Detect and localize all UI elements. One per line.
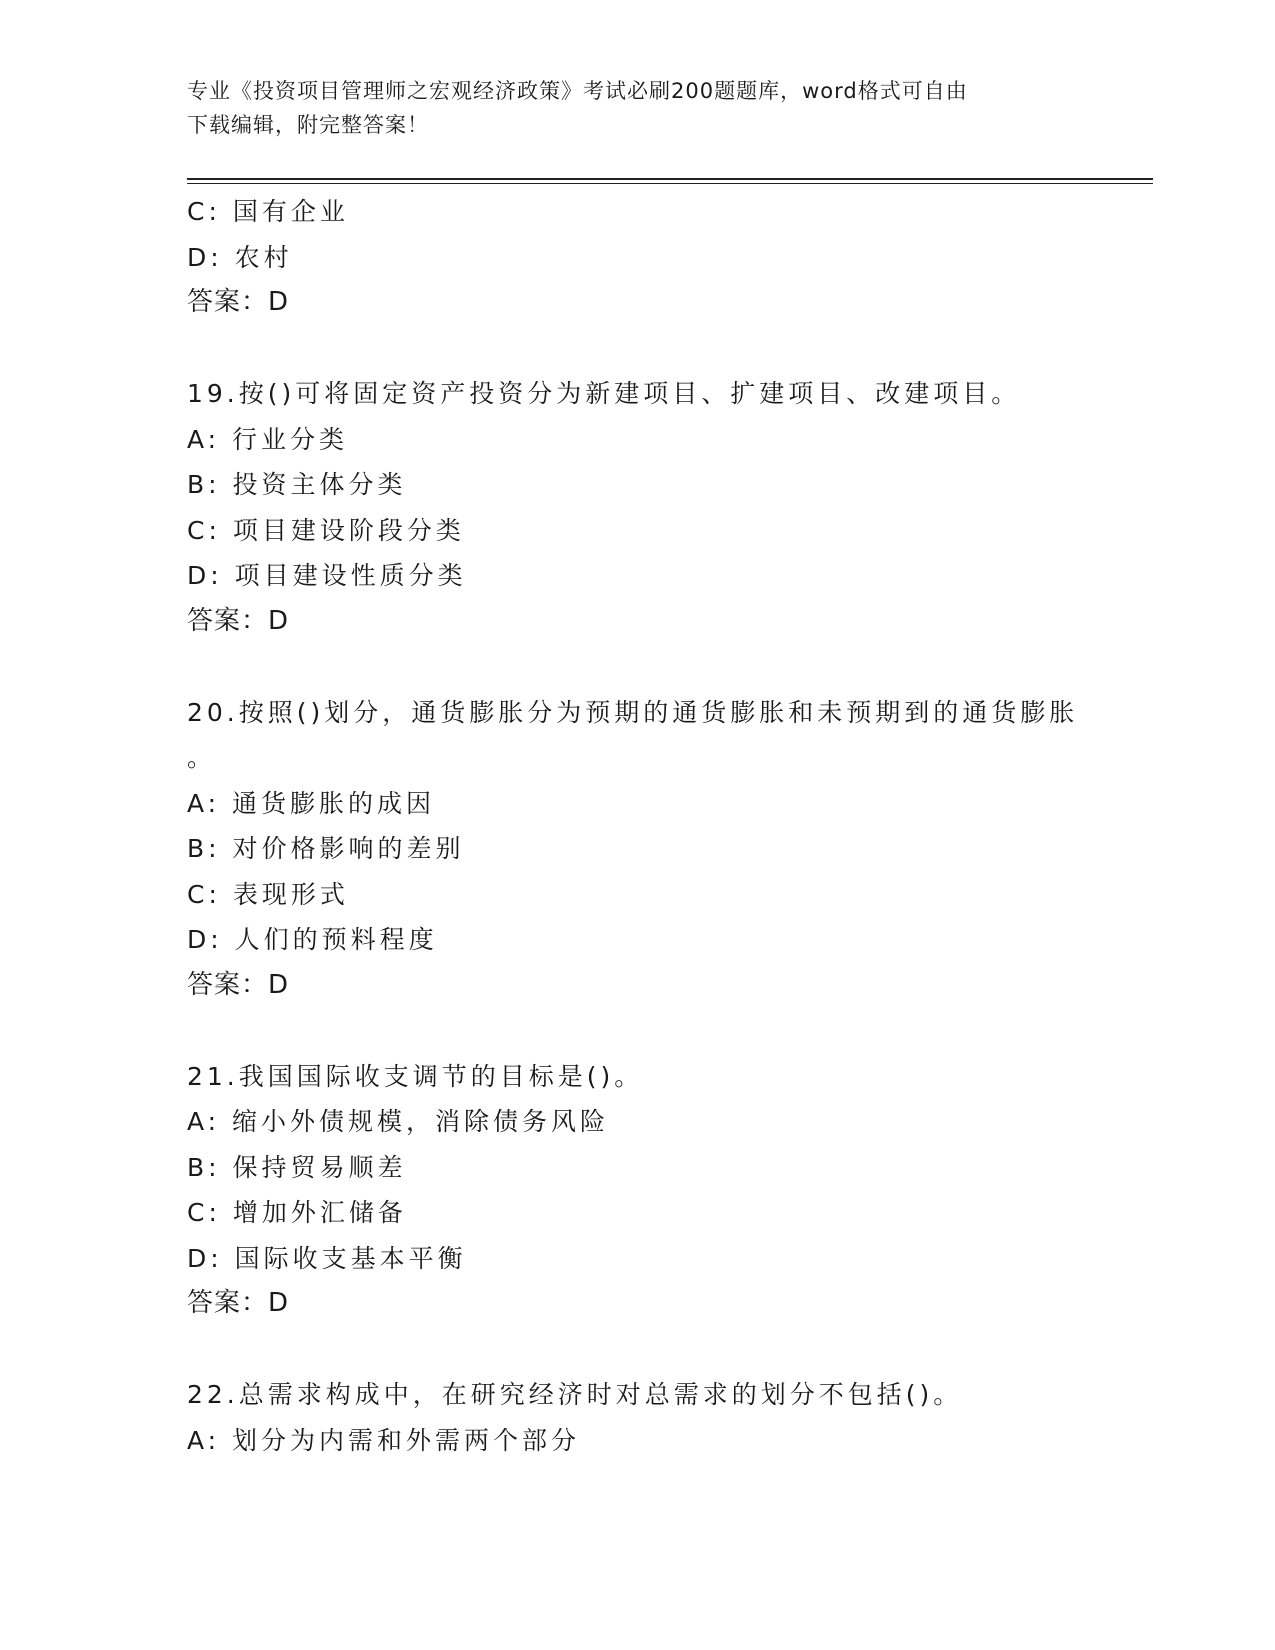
question-stem-continued: 。	[187, 743, 217, 772]
answer: 答案：D	[187, 969, 290, 1000]
question-19	[187, 371, 1107, 644]
option-a: A: 通货膨胀的成因	[187, 788, 436, 818]
question-stem: 20.按照()划分，通货膨胀分为预期的通货膨胀和未预期到的通货膨胀	[187, 697, 1079, 727]
option-a: A: 划分为内需和外需两个部分	[187, 1425, 581, 1455]
spacer	[187, 326, 1107, 372]
question-18-continued	[187, 189, 1107, 326]
option-a: A: 行业分类	[187, 424, 349, 454]
header-divider-thin	[187, 183, 1153, 184]
spacer	[187, 644, 1107, 690]
answer: 答案：D	[187, 287, 290, 317]
option-d: D: 国际收支基本平衡	[187, 1243, 467, 1273]
option-d: D: 农村	[187, 242, 293, 272]
spacer	[187, 1327, 1107, 1373]
answer: 答案：D	[187, 1288, 290, 1318]
option-c: C: 增加外汇储备	[187, 1198, 407, 1227]
option-b: B: 对价格影响的差别	[187, 834, 465, 863]
question-20	[187, 690, 1107, 1009]
spacer	[187, 1008, 1107, 1054]
question-stem: 21.我国国际收支调节的目标是()。	[187, 1061, 644, 1091]
question-22	[187, 1372, 1107, 1463]
question-list	[187, 189, 1107, 1463]
option-a: A: 缩小外债规模，消除债务风险	[187, 1107, 610, 1136]
option-c: C: 国有企业	[187, 197, 349, 226]
header-line-1: 专业《投资项目管理师之宏观经济政策》考试必刷200题题库，word格式可自由	[187, 79, 968, 103]
question-stem: 19.按()可将固定资产投资分为新建项目、扩建项目、改建项目。	[187, 379, 1021, 408]
option-c: C: 项目建设阶段分类	[187, 515, 465, 545]
option-b: B: 投资主体分类	[187, 470, 407, 499]
question-21	[187, 1054, 1107, 1327]
option-d: D: 人们的预料程度	[187, 925, 438, 954]
option-c: C: 表现形式	[187, 879, 349, 909]
option-b: B: 保持贸易顺差	[187, 1152, 407, 1182]
header-line-2: 下载编辑，附完整答案！	[187, 113, 429, 137]
header-divider-thick	[187, 178, 1153, 180]
answer: 答案：D	[187, 605, 290, 636]
question-stem: 22.总需求构成中，在研究经济时对总需求的划分不包括()。	[187, 1380, 963, 1409]
document-header	[187, 74, 1087, 142]
option-d: D: 项目建设性质分类	[187, 561, 467, 590]
